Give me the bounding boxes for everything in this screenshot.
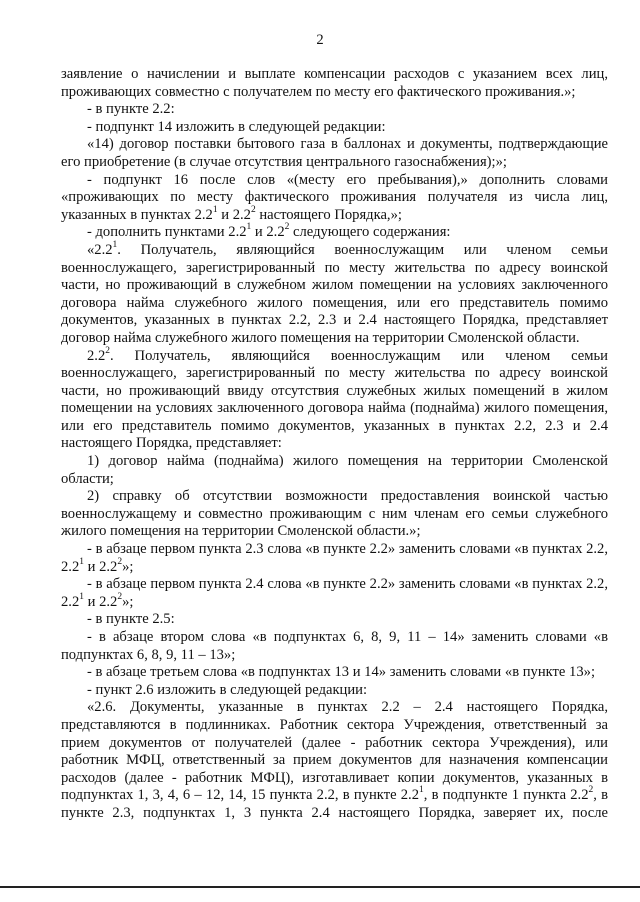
document-body [61,66,608,823]
paragraph: - в абзаце втором слова «в подпунктах 6, 8, 9, 11 – 14» заменить словами «в подпунктах 6, 8, 9, 11 – 13»; [61,629,608,663]
paragraph: - в пункте 2.5: [87,611,175,628]
paragraph: - в пункте 2.2: [87,101,175,118]
paragraph: $2.2^2$. Получатель, являющийся военнослужащим или членом семьи военнослужащего, зарегистрированный по месту жительства по адресу воинской части, но проживающий ввиду отсутствия служебных жилых помещений в жилом помещении на условиях заключенного договора найма (поднайма) жилого помещения, или его представитель помимо документов, указанных в пунктах 2.2, 2.3 и 2.4 настоящего Порядка, представляет: [61,345,608,452]
paragraph: - подпункт 16 после слов «(месту его пребывания),» дополнить словами «проживающих по месту фактического проживания получателя из числа лиц, указанных в пунктах $2.2^1$ и $2.2^2$ настоящего Порядка,»; [61,171,608,223]
paragraph: - дополнить пунктами $2.2^1$ и $2.2^2$ следующего содержания: [87,222,451,241]
paragraph: 1) договор найма (поднайма) жилого помещения на территории Смоленской области; [61,453,608,487]
paragraph: «$2.2^1$. Получатель, являющийся военнослужащим или членом семьи военнослужащего, зарегистрированный по месту жительства по адресу воинской части, но проживающий в служебном жилом помещении на условиях заключенного договора найма служебного жилого помещения, или его представитель помимо документов, указанных в пунктах 2.2, 2.3 и 2.4 настоящего Порядка, представляет договор найма служебного жилого помещения на территории Смоленской области. [61,240,608,346]
paragraph: 2) справку об отсутствии возможности предоставления воинской частью военнослужащему и совместно проживающим с ним членам его семьи служебного жилого помещения на территории Смоленской области.»; [61,488,608,540]
paragraph: - в абзаце первом пункта 2.4 слова «в пункте 2.2» заменить словами «в пунктах 2.2, $2.2^1$ и $2.2^2$»; [61,576,608,610]
paragraph: - в абзаце первом пункта 2.3 слова «в пункте 2.2» заменить словами «в пунктах 2.2, $2.2^1$ и $2.2^2$»; [61,541,608,575]
paragraph: «14) договор поставки бытового газа в баллонах и документы, подтверждающие его приобретение (в случае отсутствия центрального газоснабжения);»; [61,136,608,170]
paragraph: - подпункт 14 изложить в следующей редакции: [87,118,386,135]
paragraph: - в абзаце третьем слова «в подпунктах 13 и 14» заменить словами «в пункте 13»; [87,664,595,681]
page-number: 2 [316,32,324,48]
paragraph: - пункт 2.6 изложить в следующей редакции: [87,681,368,698]
paragraph: «2.6. Документы, указанные в пунктах 2.2 – 2.4 настоящего Порядка, представляются в подлинниках. Работник сектора Учреждения, ответственный за прием документов от получателей (далее - работник сектора Учреждения), или работник МФЦ, ответственный за прием документов для назначения компенсации расходов (далее - работник МФЦ), изготавливает копии документов, указанных в подпунктах 1, 3, 4, 6 – 12, 14, 15 пункта 2.2, в пункте $2.2^1$, в подпункте 1 пункта $2.2^2$, в пункте 2.3, подпунктах 1, 3 пункта 2.4 настоящего Порядка, заверяет их, после [61,699,608,821]
paragraph: заявление о начислении и выплате компенсации расходов с указанием всех лиц, проживающих совместно с получателем по месту его фактического проживания.»; [61,66,608,100]
page-bottom-rule [0,886,640,888]
